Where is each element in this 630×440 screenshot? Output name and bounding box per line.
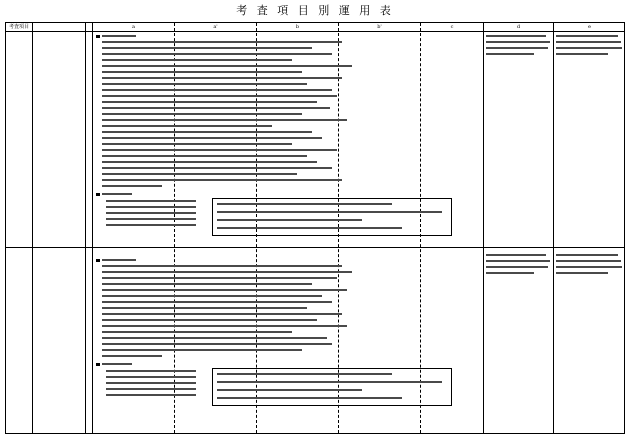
- row1-bullet-2-icon: [96, 193, 100, 196]
- col-header-item: 考査項目: [8, 24, 29, 30]
- doc-title: 考 査 項 目 別 運 用 表: [236, 4, 394, 17]
- row2-bullet-icon: [96, 259, 100, 262]
- row1-note-box: [212, 198, 452, 236]
- col-header-a-prime: a': [213, 24, 218, 30]
- row2-note-box: [212, 368, 452, 406]
- col-header-b: b: [295, 24, 300, 30]
- col-header-e: e: [588, 24, 591, 30]
- row2-bullet-2-icon: [96, 363, 100, 366]
- col-header-a: a: [132, 24, 135, 30]
- col-header-c: c: [450, 24, 454, 30]
- evaluation-table: [5, 22, 625, 434]
- col-header-b-prime: b': [377, 24, 382, 30]
- row1-bullet-icon: [96, 35, 100, 38]
- col-header-d: d: [516, 24, 521, 30]
